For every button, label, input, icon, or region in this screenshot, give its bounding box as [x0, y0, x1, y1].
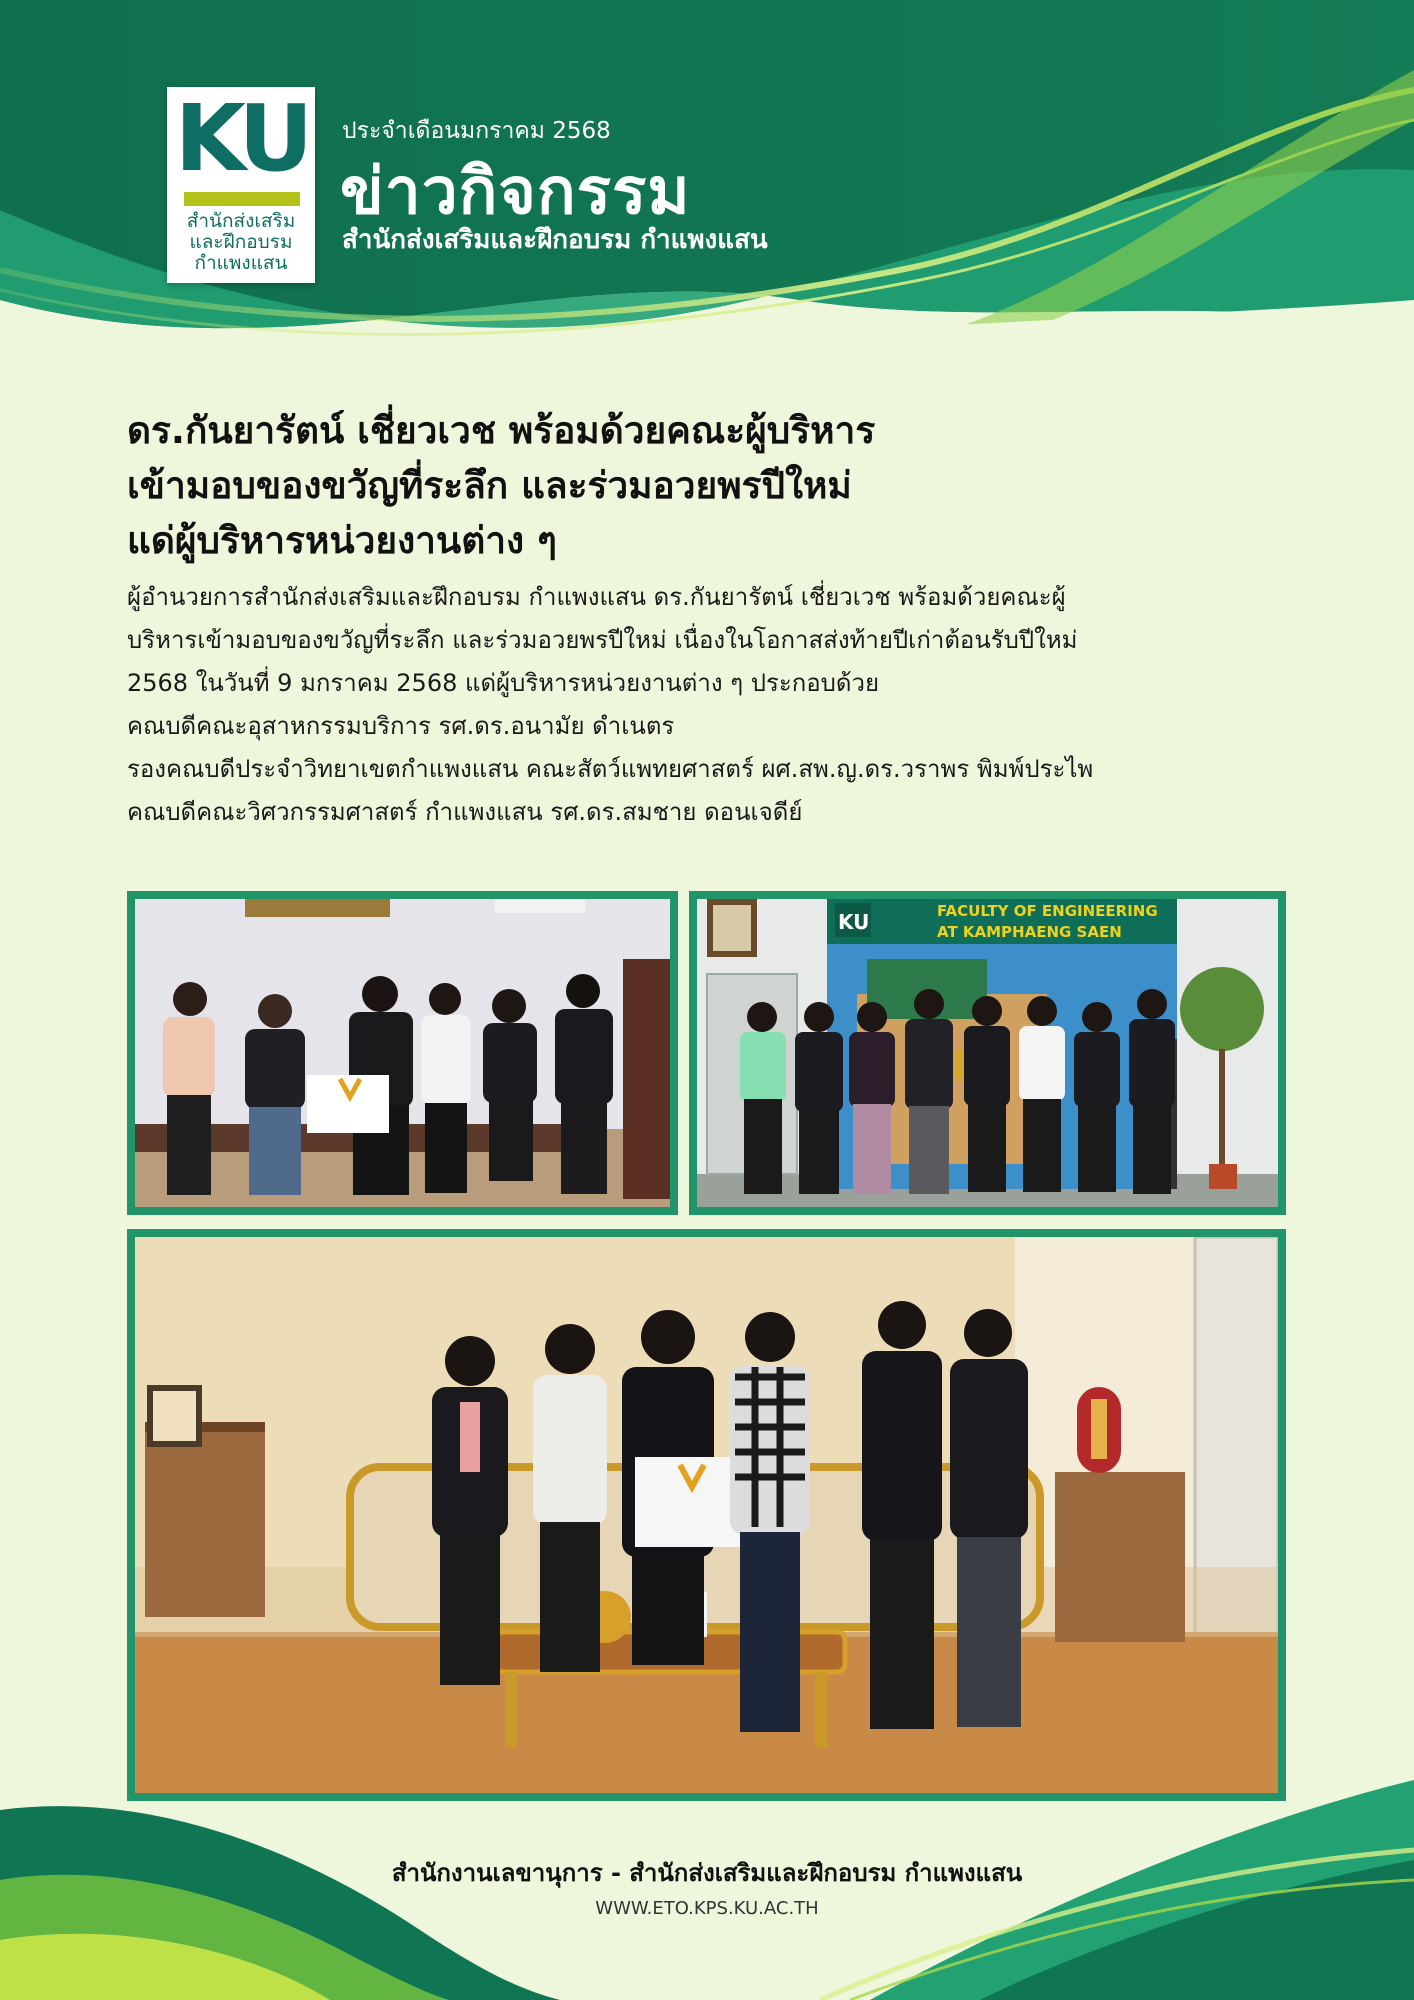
ku-logo: [167, 87, 315, 283]
newsletter-subtitle: สำนักส่งเสริมและฝึกอบรม กำแพงแสน: [342, 225, 768, 255]
ku-logo-bar: [184, 192, 300, 206]
photo2-banner-line-1: FACULTY OF ENGINEERING: [937, 902, 1158, 920]
body-line: 2568 ในวันที่ 9 มกราคม 2568 แด่ผู้บริหารหน่วยงานต่าง ๆ ประกอบด้วย: [127, 669, 880, 697]
event-photo-2: [689, 891, 1286, 1215]
headline-line: แด่ผู้บริหารหน่วยงานต่าง ๆ: [127, 519, 557, 562]
footer-organization: สำนักงานเลขานุการ - สำนักส่งเสริมและฝึกอบรม กำแพงแสน: [391, 1859, 1023, 1887]
issue-date: ประจำเดือนมกราคม 2568: [342, 118, 611, 144]
headline-line: ดร.กันยารัตน์ เชี่ยวเวช พร้อมด้วยคณะผู้บริหาร: [127, 409, 876, 452]
body-line: คณบดีคณะอุสาหกรรมบริการ รศ.ดร.อนามัย ดำเนตร: [127, 712, 675, 740]
article-body: [127, 576, 1317, 834]
newsletter-title: ข่าวกิจกรรม: [340, 155, 691, 229]
photo2-banner-line-2: AT KAMPHAENG SAEN: [937, 923, 1122, 941]
body-line: คณบดีคณะวิศวกรรมศาสตร์ กำแพงแสน รศ.ดร.สมชาย ดอนเจดีย์: [127, 798, 803, 826]
photo2-ku-logo: KU: [838, 910, 870, 934]
body-line: บริหารเข้ามอบของขวัญที่ระลึก และร่วมอวยพรปีใหม่ เนื่องในโอกาสส่งท้ายปีเก่าต้อนรับปีใหม่: [127, 626, 1078, 654]
ku-logo-org-name: [167, 211, 315, 274]
headline-line: เข้ามอบของขวัญที่ระลึก และร่วมอวยพรปีใหม่: [127, 464, 852, 507]
event-photo-3: [127, 1229, 1286, 1801]
body-line: รองคณบดีประจำวิทยาเขตกำแพงแสน คณะสัตว์แพทยศาสตร์ ผศ.สพ.ญ.ดร.วราพร พิมพ์ประไพ: [127, 755, 1094, 783]
logo-org-line: สำนักส่งเสริม: [186, 210, 296, 232]
ku-logo-letters: KU: [174, 85, 308, 192]
logo-org-line: และฝึกอบรม: [189, 231, 293, 253]
logo-org-line: กำแพงแสน: [194, 252, 288, 274]
article-headline: [127, 403, 1307, 568]
event-photo-1: [127, 891, 678, 1215]
body-line: ผู้อำนวยการสำนักส่งเสริมและฝึกอบรม กำแพงแสน ดร.กันยารัตน์ เชี่ยวเวช พร้อมด้วยคณะผู้: [127, 583, 1066, 611]
footer-website-url: WWW.ETO.KPS.KU.AC.TH: [595, 1898, 819, 1919]
